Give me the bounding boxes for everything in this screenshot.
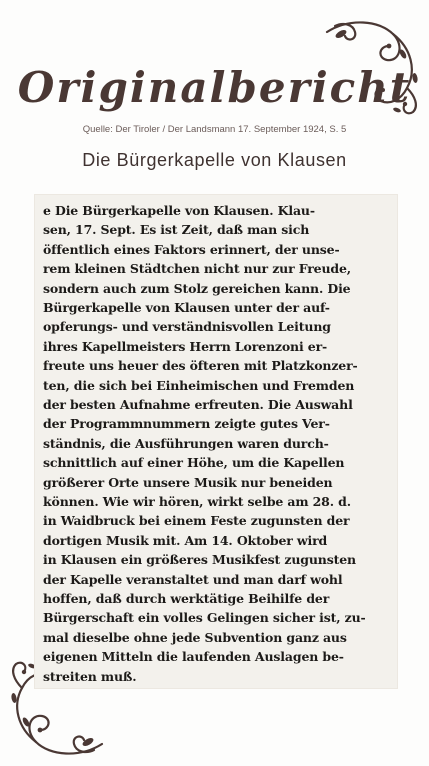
article-line: rem kleinen Städtchen nicht nur zur Freude, (43, 261, 351, 277)
article-line: opferungs- und verständnisvollen Leitung (43, 319, 331, 335)
article-heading: Die Bürgerkapelle von Klausen (82, 150, 347, 170)
article-line: mal dieselbe ohne jede Subvention ganz aus (43, 629, 347, 645)
article-line: ständnis, die Ausführungen waren durch- (43, 435, 329, 451)
article-line: hoffen, daß durch werktätige Beihilfe der (43, 591, 330, 606)
article-line: Bürgerkapelle von Klausen unter der auf- (43, 300, 330, 315)
article-line: der Programmnummern zeigte gutes Ver- (43, 416, 330, 432)
article-line: dortigen Musik mit. Am 14. Oktober wird (43, 532, 328, 548)
article-line: in Klausen ein größeres Musikfest zugunsten (43, 552, 356, 568)
article-line: in Waidbruck bei einem Feste zugunsten der (43, 513, 350, 529)
article-line: e Die Bürgerkapelle von Klausen. Klau- (43, 203, 315, 218)
article-line: sen, 17. Sept. Es ist Zeit, daß man sich (43, 222, 310, 238)
article-line: können. Wie wir hören, wirkt selbe am 28. d. (43, 494, 351, 509)
article-line: schnittlich auf einer Höhe, um die Kapellen (43, 455, 345, 471)
article-line: größerer Orte unsere Musik nur beneiden (43, 474, 333, 490)
source-citation: Quelle: Der Tiroler / Der Landsmann 17. September 1924, S. 5 (82, 124, 347, 135)
article-line: eigenen Mitteln die laufenden Auslagen be- (43, 649, 344, 665)
article-line: streiten muß. (43, 668, 137, 684)
article-line: sondern auch zum Stolz gereichen kann. Die (43, 280, 351, 296)
article-line: Bürgerschaft ein volles Gelingen sicher ist, zu- (43, 610, 366, 626)
article-line: freute uns heuer des öfteren mit Platzkonzer- (43, 358, 358, 374)
page-title: Originalbericht (17, 63, 412, 112)
article-line: ten, die sich bei Einheimischen und Fremden (43, 377, 355, 393)
article-line: ihres Kapellmeisters Herrn Lorenzoni er- (43, 338, 328, 354)
article-line: der besten Aufnahme erfreuten. Die Auswahl (43, 397, 353, 412)
article-line: öffentlich eines Faktors erinnert, der unse- (43, 241, 340, 257)
article-line: der Kapelle veranstaltet und man darf wohl (43, 571, 343, 587)
newspaper-clipping (35, 195, 397, 688)
